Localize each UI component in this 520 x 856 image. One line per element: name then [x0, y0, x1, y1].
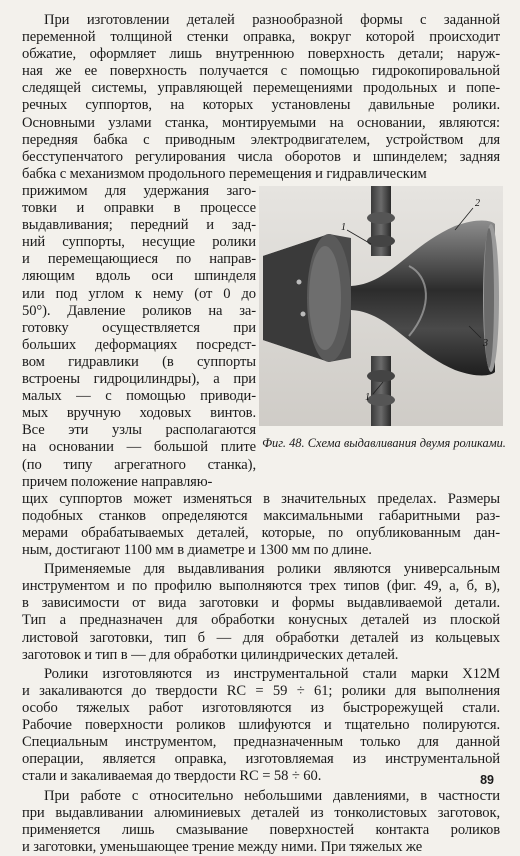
text-line: ным, достигают 1100 мм в диаметре и 1300 мм по длине.: [22, 542, 372, 559]
text-line: обжатие, оформляет лишь внутреннюю поверхность детали; наруж-: [22, 46, 500, 63]
callout-label-1-lower: 1: [365, 392, 370, 403]
text-line: листовой заготовки, тип б — для обработки деталей из кольцевых: [22, 629, 500, 646]
text-line: вом гидравлики (в суппорты: [22, 353, 256, 370]
text-line: выдавливания; передний и зад-: [22, 217, 256, 234]
paragraph-4: [22, 788, 500, 856]
text-line: речных суппортов, на которых установлены давильные ролики.: [22, 97, 500, 114]
paragraph-3: [22, 666, 500, 786]
paragraph-1-end: [22, 491, 500, 559]
paragraph-1-wrap: [22, 183, 256, 491]
text-line: и перемещающиеся по направ-: [22, 251, 256, 268]
text-line: Применяемые для выдавливания ролики являются универсальным: [44, 561, 500, 578]
lower-roller: [371, 356, 391, 426]
text-line: передняя бабка с приводным электродвигателем, устройством для: [22, 131, 500, 148]
callout-label-1: 1: [341, 222, 346, 233]
text-line: следящей системы, управляющей перемещениями продольных и попе-: [22, 80, 500, 97]
text-line: инструментом и по профилю выполняются трех типов (фиг. 49, а, б, в),: [22, 578, 500, 595]
text-line: Основными узлами станка, монтируемыми на основании, являются:: [22, 114, 500, 131]
text-line: причем положение направляю-: [22, 473, 213, 490]
text-line: и закаливаются до твердости RC = 59 ÷ 61; ролики для выполнения: [22, 682, 500, 699]
text-line: операции, является оправка, изготовляемая из инструментальной: [22, 751, 500, 768]
text-line: при выдавливании алюминиевых деталей из тонколистовых заготовок,: [22, 804, 500, 821]
text-line: (по типу агрегатного станка),: [22, 456, 256, 473]
text-line: бабка с механизмом продольного перемещения и гидравлическим: [22, 165, 427, 182]
text-line: Тип а предназначен для обработки конусных деталей из плоской: [22, 612, 500, 629]
text-line: бесступенчатого регулирования числа оборотов и шпинделем; задняя: [22, 148, 500, 165]
text-line: готовку осуществляется при: [22, 319, 256, 336]
paragraph-2: [22, 561, 500, 664]
page-number: 89: [480, 773, 494, 787]
text-line: Рабочие поверхности роликов шлифуются и тщательно полируются.: [22, 717, 500, 734]
figure-48-photo: [259, 186, 503, 426]
text-line: Ролики изготовляются из инструментальной стали марки Х12М: [44, 665, 500, 682]
text-line: в зависимости от вида заготовки и формы выдавливаемой детали.: [22, 595, 500, 612]
figure-caption: Фиг. 48. Схема выдавливания двумя роликами.: [262, 436, 506, 450]
text-line: подобных станков определяются максимальными габаритными раз-: [22, 507, 500, 524]
spinning-rollers-illustration: [259, 186, 503, 426]
paragraph-1: [22, 12, 500, 183]
text-line: ляющим вдоль оси шпинделя: [22, 268, 256, 285]
text-line: и заготовки, уменьшающее трение между ними. При тяжелых же: [22, 838, 423, 855]
text-line: При работе с относительно небольшими давлениями, в частности: [44, 787, 500, 804]
text-line: особо тяжелых работ изготовляются из быстрорежущей стали.: [22, 699, 500, 716]
text-line: щих суппортов может изменяться в значительных пределах. Размеры: [22, 490, 500, 507]
callout-label-2: 2: [475, 198, 480, 209]
text-line: мерами обрабатываемых деталей, которые, по опубликованным дан-: [22, 524, 500, 541]
callout-label-3: 3: [483, 338, 488, 349]
text-line: переменной толщиной стенки оправка, вокруг которой происходит: [22, 29, 500, 46]
text-line: Специальным инструментом, предназначенным только для данной: [22, 734, 500, 751]
text-line: стали и закаливаемая до твердости RC = 58 ÷ 60.: [22, 768, 322, 785]
text-line: или под углом к нему (от 0 до: [22, 285, 256, 302]
text-line: ная же ее поверхность получается с помощью гидрокопировальной: [22, 63, 500, 80]
text-line: применяется лишь смазывание поверхностей контакта роликов: [22, 821, 500, 838]
text-line: малых — с помощью приводи-: [22, 388, 256, 405]
text-line: 50°). Давление роликов на за-: [22, 302, 256, 319]
text-line: мых вручную ходовых винтов.: [22, 405, 256, 422]
text-line: на основании — большой плите: [22, 439, 256, 456]
text-line: прижимом для удержания заго-: [22, 183, 256, 199]
text-line: встроены гидроцилиндры), а при: [22, 371, 256, 388]
text-line: Все эти узлы располагаются: [22, 422, 256, 439]
text-line: товки и оправки в процессе: [22, 200, 256, 217]
text-line: больших деформациях посредст-: [22, 336, 256, 353]
text-line: ний суппорты, несущие ролики: [22, 234, 256, 251]
text-line: При изготовлении деталей разнообразной формы с заданной: [44, 12, 500, 28]
text-line: заготовок и тип в — для обработки цилиндрических деталей.: [22, 646, 399, 663]
